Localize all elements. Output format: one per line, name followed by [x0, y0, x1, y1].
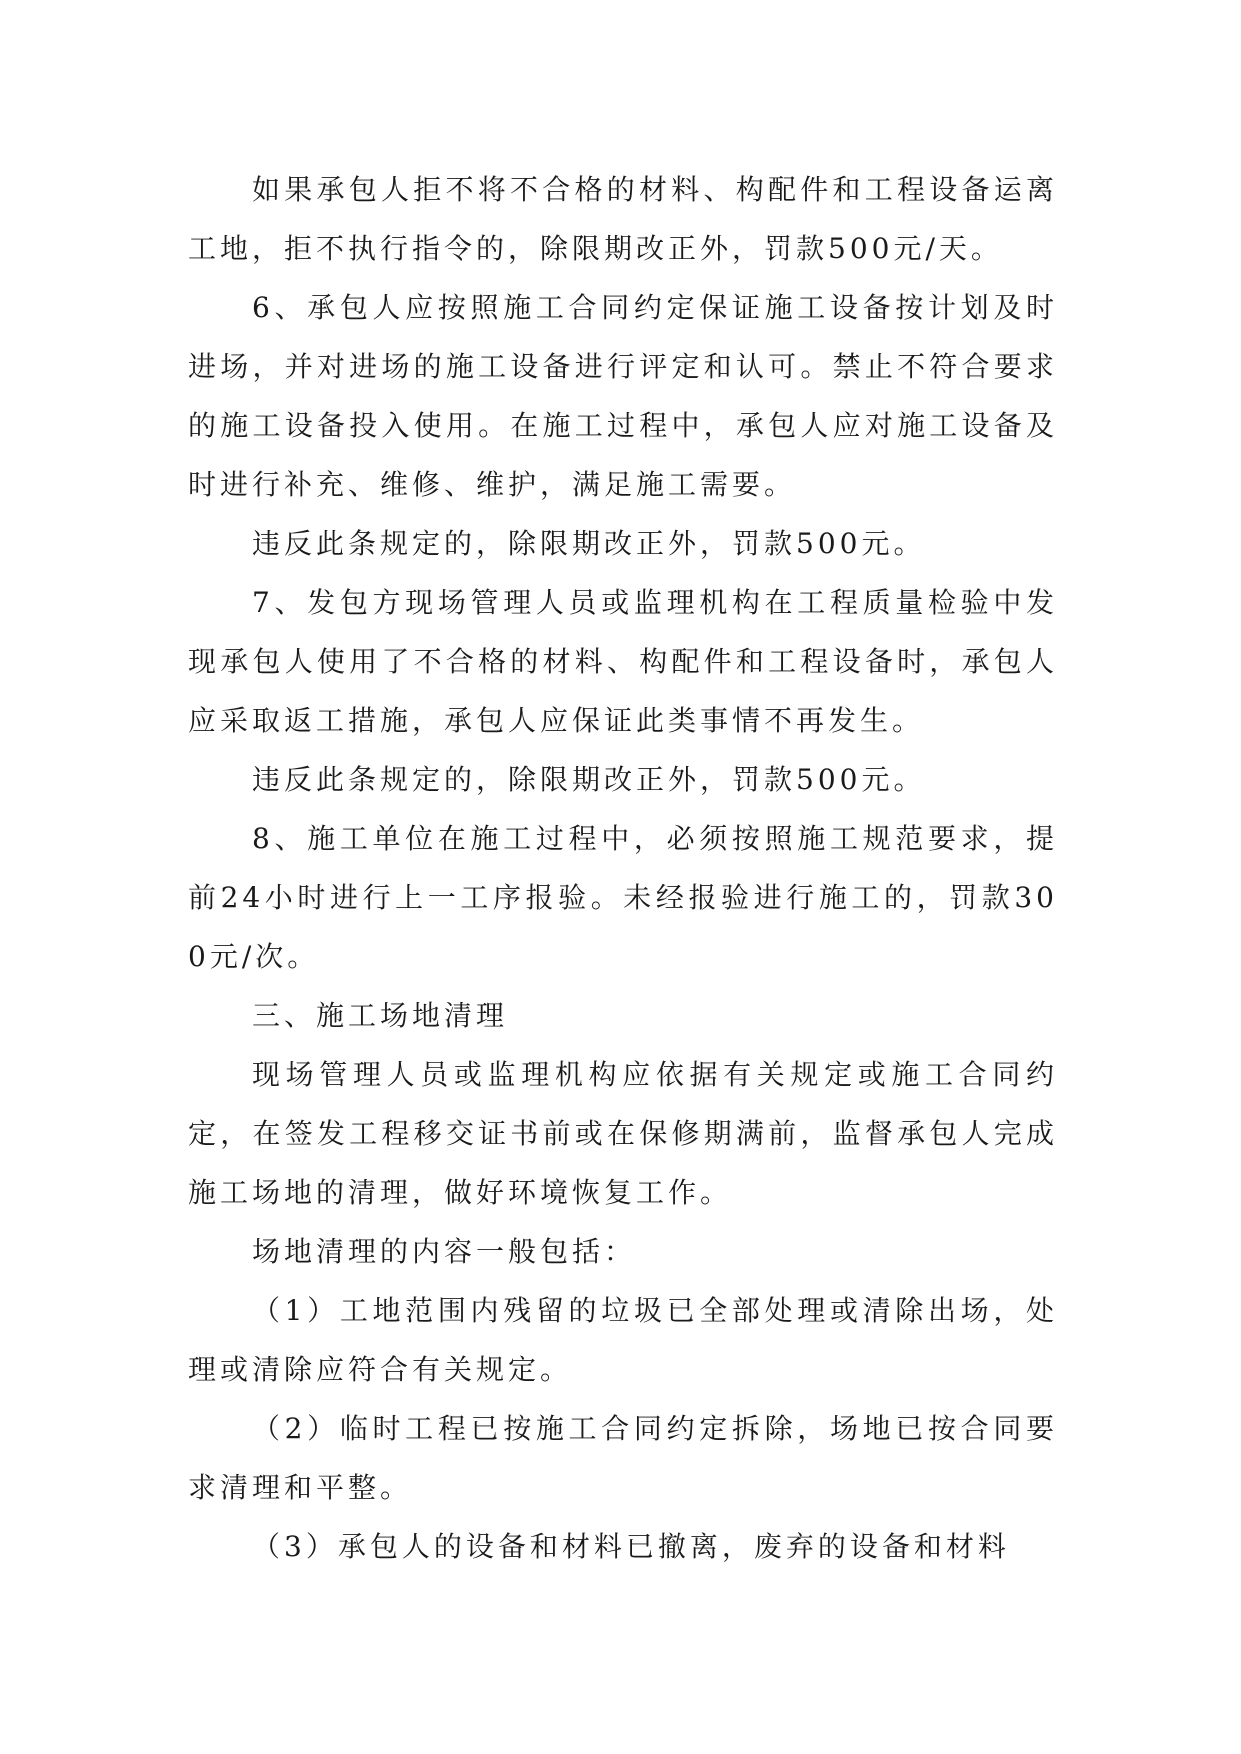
paragraph-item-8-pre-inspection: 8、施工单位在施工过程中，必须按照施工规范要求，提前24小时进行上一工序报验。未经报验进行施工的，罚款300元/次。	[188, 822, 1058, 973]
list-item-3-equipment-materials: （3）承包人的设备和材料已撤离，废弃的设备和材料	[252, 1530, 1010, 1563]
paragraph-item-7-penalty: 违反此条规定的，除限期改正外，罚款500元。	[252, 763, 926, 796]
paragraph-item-6-penalty: 违反此条规定的，除限期改正外，罚款500元。	[252, 527, 926, 560]
paragraph-clearance-contents-intro: 场地清理的内容一般包括：	[252, 1235, 637, 1268]
paragraph-item-7-inspection: 7、发包方现场管理人员或监理机构在工程质量检验中发现承包人使用了不合格的材料、构配件和工程设备时，承包人应采取返工措施，承包人应保证此类事情不再发生。	[188, 586, 1058, 737]
list-item-2-temporary-works: （2）临时工程已按施工合同约定拆除，场地已按合同要求清理和平整。	[188, 1412, 1058, 1504]
section-heading-site-clearance: 三、施工场地清理	[252, 999, 509, 1032]
paragraph-site-clearance-supervision: 现场管理人员或监理机构应依据有关规定或施工合同约定，在签发工程移交证书前或在保修期满前，监督承包人完成施工场地的清理，做好环境恢复工作。	[188, 1058, 1058, 1209]
document-body	[188, 160, 1058, 1576]
paragraph-item-6-equipment: 6、承包人应按照施工合同约定保证施工设备按计划及时进场，并对进场的施工设备进行评定和认可。禁止不符合要求的施工设备投入使用。在施工过程中，承包人应对施工设备及时进行补充、维修、维护，满足施工需要。	[188, 291, 1058, 501]
paragraph-material-removal-penalty: 如果承包人拒不将不合格的材料、构配件和工程设备运离工地，拒不执行指令的，除限期改正外，罚款500元/天。	[188, 173, 1058, 265]
list-item-1-garbage: （1）工地范围内残留的垃圾已全部处理或清除出场，处理或清除应符合有关规定。	[188, 1294, 1058, 1386]
